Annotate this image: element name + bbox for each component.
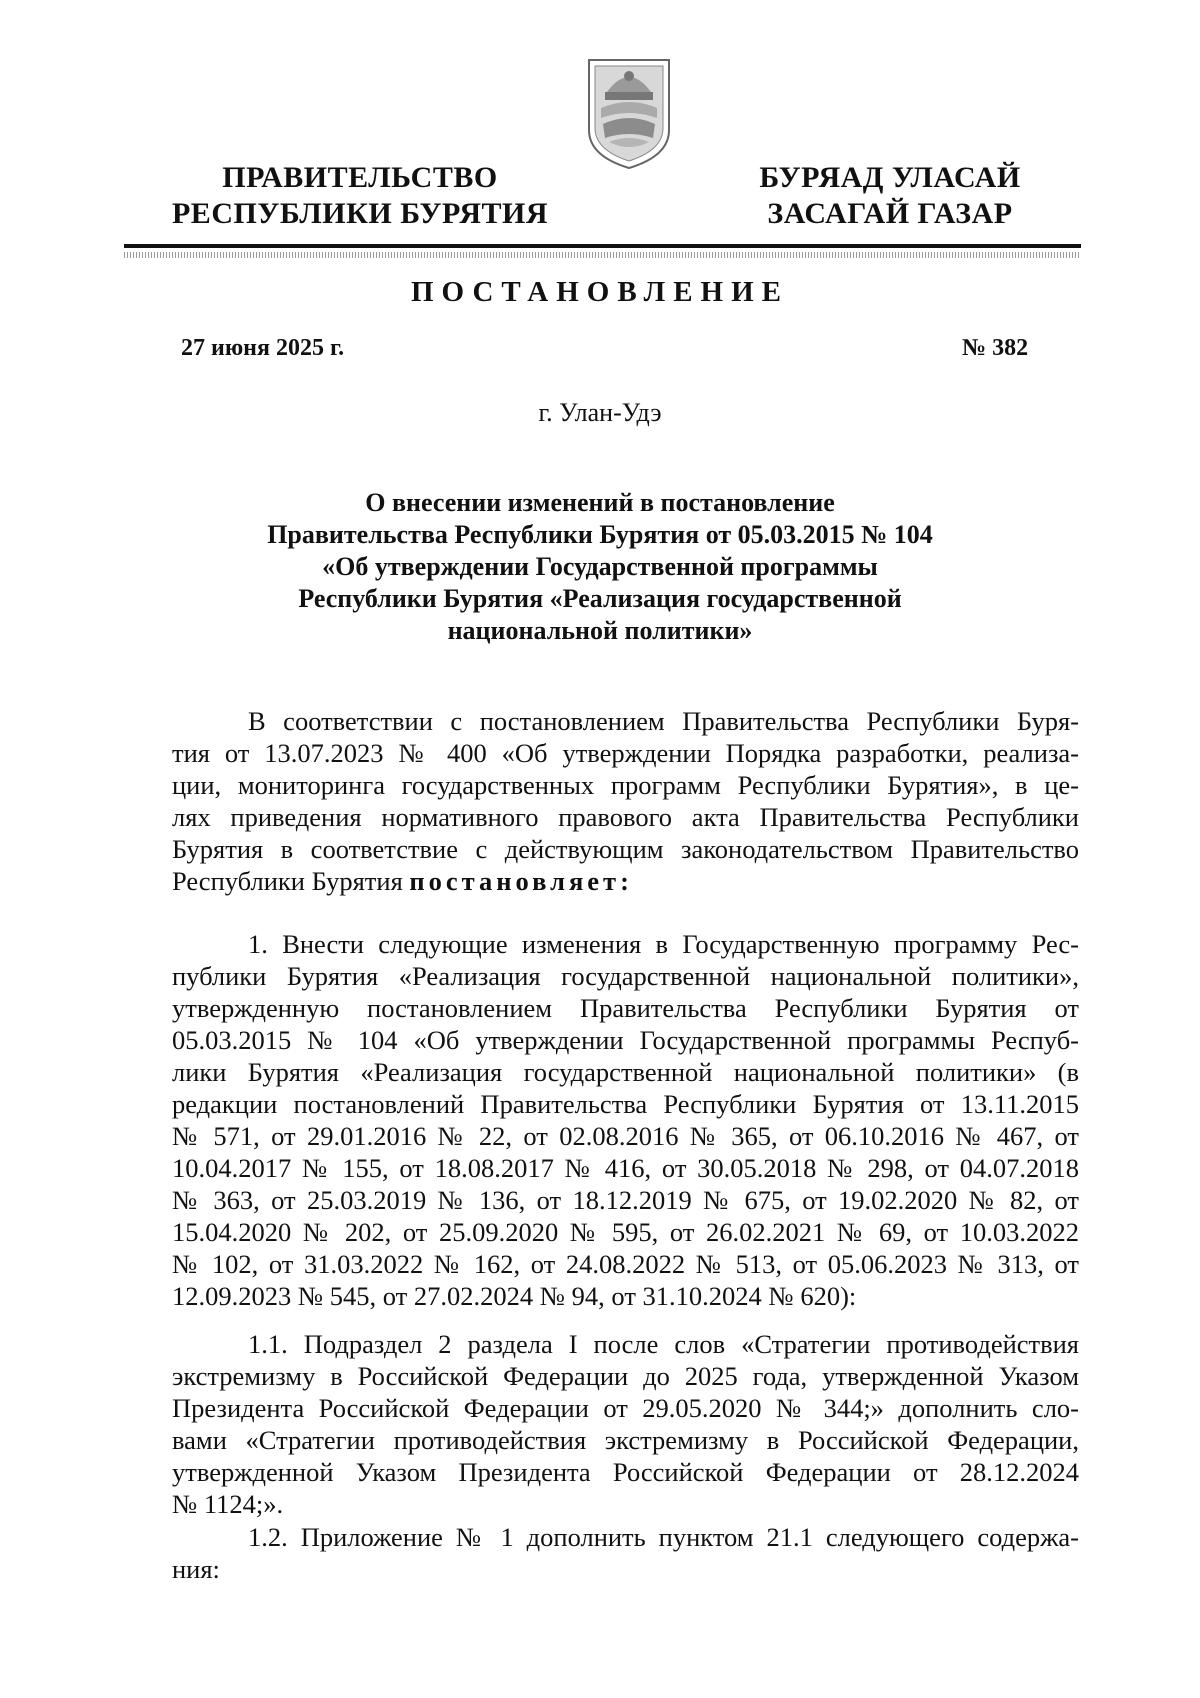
text-line: ции, мониторинга государственных программ Республики Бурятия», в це-	[172, 770, 1079, 800]
header-divider	[124, 244, 1081, 248]
text-line: лики Бурятия «Реализация государственной национальной политики» (в	[172, 1057, 1079, 1087]
document-type: ПОСТАНОВЛЕНИЕ	[410, 276, 789, 308]
text-line: Бурятия в соответствие с действующим законодательством Правительство	[172, 834, 1079, 864]
text-line: лях приведения нормативного правового акта Правительства Республики	[172, 802, 1079, 832]
text-line: № 571, от 29.01.2016 № 22, от 02.08.2016 № 365, от 06.10.2016 № 467, от	[172, 1121, 1079, 1151]
text-line: 1. Внести следующие изменения в Государственную программу Рес-	[248, 929, 1079, 959]
text-line: экстремизму в Российской Федерации до 2025 года, утвержденной Указом	[172, 1361, 1079, 1391]
org-ru-line1: ПРАВИТЕЛЬСТВО	[222, 161, 498, 194]
text-line: 15.04.2020 № 202, от 25.09.2020 № 595, от 26.02.2021 № 69, от 10.03.2022	[172, 1217, 1079, 1247]
text-line: 12.09.2023 № 545, от 27.02.2024 № 94, от 31.10.2024 № 620):	[172, 1281, 857, 1311]
org-ru-line2: РЕСПУБЛИКИ БУРЯТИЯ	[171, 197, 549, 230]
organization-name-russian	[170, 160, 550, 232]
text-line: утвержденной Указом Президента Российской Федерации от 28.12.2024	[172, 1457, 1079, 1487]
text-line: № 1124;».	[172, 1489, 284, 1519]
text-line: 10.04.2017 № 155, от 18.08.2017 № 416, от 30.05.2018 № 298, от 04.07.2018	[172, 1153, 1079, 1183]
text-line: вами «Стратегии противодействия экстремизму в Российской Федерации,	[172, 1425, 1079, 1455]
text-line: утвержденную постановлением Правительства Республики Бурятия от	[172, 993, 1079, 1023]
text-line: В соответствии с постановлением Правительства Республики Буря-	[248, 706, 1079, 736]
title-line: «Об утверждении Государственной программы	[322, 552, 878, 581]
organization-name-buryat	[750, 160, 1030, 232]
text-line: редакции постановлений Правительства Республики Бурятия от 13.11.2015	[172, 1089, 1079, 1119]
item-1-paragraph	[172, 928, 1079, 1312]
org-bua-line1: БУРЯАД УЛАСАЙ	[759, 161, 1021, 194]
preamble-paragraph	[172, 705, 1079, 897]
text-line: № 363, от 25.03.2019 № 136, от 18.12.2019 № 675, от 19.02.2020 № 82, от	[172, 1185, 1079, 1215]
document-date: 27 июня 2025 г.	[181, 335, 345, 361]
text-line: ния:	[172, 1554, 220, 1584]
coat-of-arms-emblem	[583, 52, 675, 172]
org-bua-line2: ЗАСАГАЙ ГАЗАР	[767, 197, 1013, 230]
text-line: 05.03.2015 № 104 «Об утверждении Государственной программы Респуб-	[172, 1025, 1079, 1055]
item-1-2-paragraph	[172, 1521, 1079, 1585]
text-line: 1.2. Приложение № 1 дополнить пунктом 21.1 следующего содержа-	[248, 1522, 1079, 1552]
header-divider-thin	[124, 252, 1081, 258]
item-1-1-paragraph	[172, 1328, 1079, 1520]
title-line: национальной политики»	[447, 616, 753, 645]
text-line: Президента Российской Федерации от 29.05.2020 № 344;» дополнить сло-	[172, 1393, 1079, 1423]
text-line: № 102, от 31.03.2022 № 162, от 24.08.2022 № 513, от 05.06.2023 № 313, от	[172, 1249, 1079, 1279]
text-line: тия от 13.07.2023 № 400 «Об утверждении Порядка разработки, реализа-	[172, 738, 1079, 768]
document-number: № 382	[962, 335, 1029, 361]
decree-keyword: постановляет:	[409, 866, 633, 896]
document-city: г. Улан-Удэ	[538, 398, 662, 427]
document-title	[200, 487, 1000, 647]
text-line: 1.1. Подраздел 2 раздела I после слов «Стратегии противодействия	[248, 1329, 1079, 1359]
title-line: Республики Бурятия «Реализация государственной	[298, 584, 902, 613]
title-line: Правительства Республики Бурятия от 05.03.2015 № 104	[267, 520, 933, 549]
preamble-last-prefix: Республики Бурятия	[172, 866, 410, 896]
text-line: публики Бурятия «Реализация государственной национальной политики»,	[172, 961, 1079, 991]
title-line: О внесении изменений в постановление	[365, 488, 835, 517]
text-line	[172, 865, 1079, 897]
